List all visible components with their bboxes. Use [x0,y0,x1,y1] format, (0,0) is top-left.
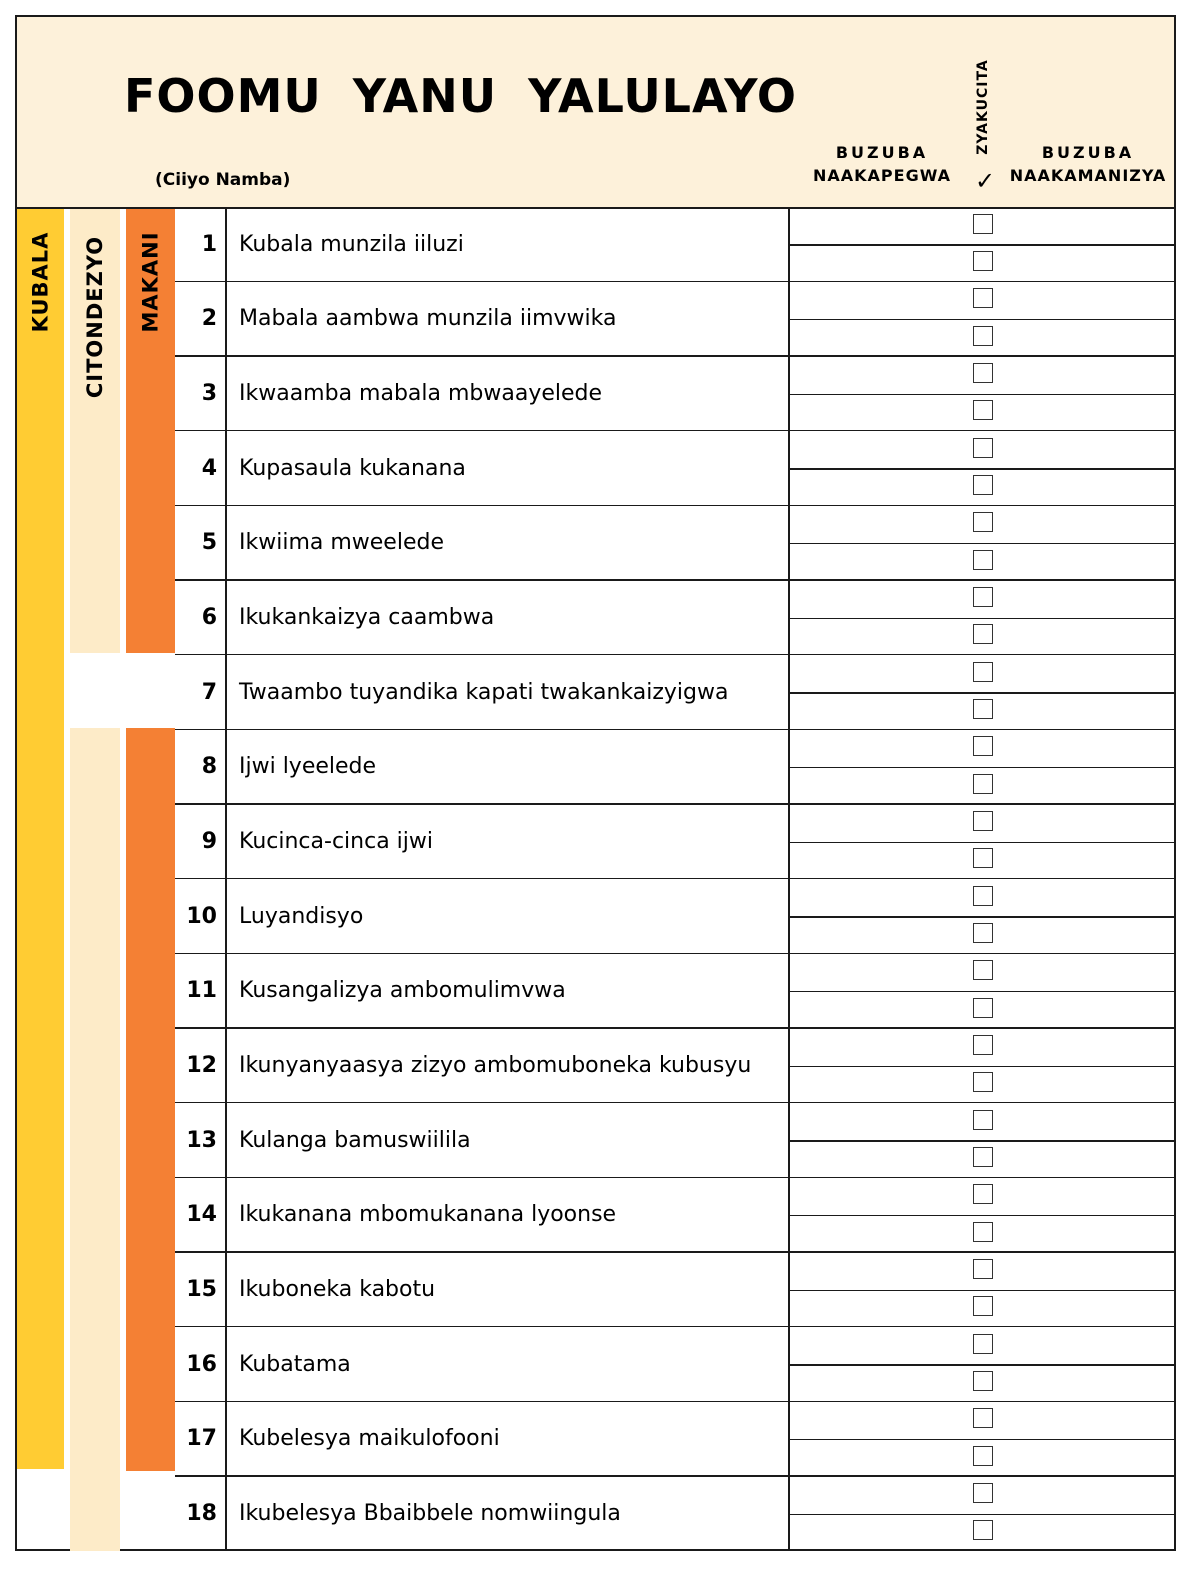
check-box-completed[interactable] [973,1446,993,1466]
check-box-given[interactable] [973,662,993,682]
row-label: Kupasaula kukanana [239,455,466,481]
row-answer-cells [789,655,1176,730]
row-number: 15 [186,1277,217,1303]
column-header-completed-line1: BUZUBA [1041,143,1135,162]
row-mid-line [789,692,1176,694]
row-answer-cells [789,1103,1176,1178]
checklist-row [175,1028,1176,1103]
checklist-row [175,879,1176,954]
row-mid-line [789,244,1176,246]
check-box-completed[interactable] [973,1520,993,1540]
row-number: 8 [201,754,217,780]
row-answer-cells [789,580,1176,655]
counsel-form [15,15,1176,1551]
row-label: Kubala munzila iiluzi [239,231,464,257]
check-box-given[interactable] [973,363,993,383]
row-label: Ikuboneka kabotu [239,1277,436,1303]
row-number: 18 [186,1501,217,1527]
row-number: 9 [201,829,217,855]
row-answer-cells [789,1327,1176,1402]
row-label: Kubelesya maikulofooni [239,1426,500,1452]
number-divider [225,209,227,1551]
checklist-row [175,431,1176,506]
row-answer-cells [789,1252,1176,1327]
row-label: Luyandisyo [239,903,364,929]
check-box-given[interactable] [973,587,993,607]
check-box-completed[interactable] [973,1296,993,1316]
row-mid-line [789,1439,1176,1441]
checklist-row [175,506,1176,581]
row-number: 10 [186,903,217,929]
kubala-label: KUBALA [28,231,53,333]
checklist-row [175,954,1176,1029]
check-box-completed[interactable] [973,923,993,943]
row-mid-line [789,468,1176,470]
checklist-row [175,1178,1176,1253]
form-header [17,17,1174,209]
check-box-given[interactable] [973,1184,993,1204]
row-mid-line [789,991,1176,993]
checklist-row [175,730,1176,805]
row-answer-cells [789,879,1176,954]
row-label: Ikwaamba mabala mbwaayelede [239,381,603,407]
check-box-completed[interactable] [973,998,993,1018]
column-header-given-line2: NAAKAPEGWA [812,166,952,185]
row-mid-line [789,1514,1176,1516]
citondezyo-bar-bottom [70,728,120,1551]
checklist-row [175,282,1176,357]
form-subtitle: (Ciiyo Namba) [155,170,291,190]
check-box-given[interactable] [973,288,993,308]
row-answer-cells [789,1178,1176,1253]
row-answer-cells [789,207,1176,282]
check-box-completed[interactable] [973,624,993,644]
row-mid-line [789,1066,1176,1068]
check-box-completed[interactable] [973,400,993,420]
citondezyo-bar-label-wrap [70,217,120,417]
checklist-row [175,356,1176,431]
row-label: Kucinca-cinca ijwi [239,829,433,855]
column-header-check [971,53,995,161]
row-answer-cells [789,1476,1176,1551]
row-label: Ikukankaizya caambwa [239,605,495,631]
citondezyo-label: CITONDEZYO [83,235,108,399]
check-box-completed[interactable] [973,475,993,495]
row-label: Kusangalizya ambomulimvwa [239,978,566,1004]
check-box-given[interactable] [973,1408,993,1428]
row-mid-line [789,319,1176,321]
check-box-given[interactable] [973,886,993,906]
row-mid-line [789,916,1176,918]
row-answer-cells [789,506,1176,581]
row-label: Twaambo tuyandika kapati twakankaizyigwa [239,679,729,705]
row-mid-line [789,543,1176,545]
row-label: Ikubelesya Bbaibbele nomwiingula [239,1501,621,1527]
check-box-completed[interactable] [973,1371,993,1391]
row-mid-line [789,1364,1176,1366]
makani-bar-bottom [126,728,175,1471]
check-box-given[interactable] [973,811,993,831]
check-box-completed[interactable] [973,848,993,868]
kubala-bar [17,209,64,1469]
row-number: 6 [201,605,217,631]
check-box-given[interactable] [973,512,993,532]
row-number: 14 [186,1202,217,1228]
check-box-given[interactable] [973,960,993,980]
form-title: FOOMU YANU YALULAYO [124,69,797,123]
column-header-completed [1002,141,1174,187]
check-box-given[interactable] [973,736,993,756]
row-number: 17 [186,1426,217,1452]
check-box-given[interactable] [973,214,993,234]
check-box-given[interactable] [973,1483,993,1503]
row-label: Ikunyanyaasya zizyo ambomuboneka kubusyu [239,1053,752,1079]
row-number: 4 [201,455,217,481]
row-number: 13 [186,1127,217,1153]
check-box-completed[interactable] [973,550,993,570]
row-number: 12 [186,1053,217,1079]
answer-divider [788,209,790,1551]
column-header-check-label: ZYAKUCITA [975,59,992,155]
check-box-given[interactable] [973,1259,993,1279]
check-box-completed[interactable] [973,1072,993,1092]
row-answer-cells [789,282,1176,357]
row-answer-cells [789,730,1176,805]
row-number: 2 [201,306,217,332]
row-answer-cells [789,1028,1176,1103]
check-box-completed[interactable] [973,251,993,271]
makani-bar-label-wrap [126,217,175,347]
row-answer-cells [789,431,1176,506]
checkmark-icon: ✓ [975,167,996,195]
row-label: Mabala aambwa munzila iimvwika [239,306,617,332]
makani-label: MAKANI [138,231,163,333]
row-number: 3 [201,381,217,407]
checklist-row [175,1252,1176,1327]
row-number: 5 [201,530,217,556]
checklist-row [175,655,1176,730]
check-box-completed[interactable] [973,1222,993,1242]
row-answer-cells [789,804,1176,879]
kubala-bar-label-wrap [17,217,64,347]
row-answer-cells [789,954,1176,1029]
checklist-row [175,1327,1176,1402]
checklist-rows [175,207,1176,1551]
checklist-row [175,207,1176,282]
row-mid-line [789,394,1176,396]
checklist-row [175,580,1176,655]
check-box-given[interactable] [973,438,993,458]
checklist-row [175,1402,1176,1477]
row-mid-line [789,842,1176,844]
row-answer-cells [789,356,1176,431]
column-header-completed-line2: NAAKAMANIZYA [1009,166,1167,185]
check-box-given[interactable] [973,1110,993,1130]
row-mid-line [789,1290,1176,1292]
column-header-given-line1: BUZUBA [835,143,929,162]
check-box-completed[interactable] [973,1147,993,1167]
column-header-given [802,141,962,187]
row-label: Ikukanana mbomukanana lyoonse [239,1202,617,1228]
checklist-row [175,804,1176,879]
check-box-given[interactable] [973,1334,993,1354]
check-box-given[interactable] [973,1035,993,1055]
checklist-row [175,1476,1176,1551]
row-mid-line [789,1215,1176,1217]
check-box-completed[interactable] [973,699,993,719]
row-label: Kubatama [239,1351,351,1377]
check-box-completed[interactable] [973,774,993,794]
row-label: Ijwi lyeelede [239,754,377,780]
row-number: 11 [186,978,217,1004]
row-label: Kulanga bamuswiilila [239,1127,471,1153]
row-mid-line [789,1140,1176,1142]
row-mid-line [789,618,1176,620]
row-number: 7 [201,679,217,705]
row-label: Ikwiima mweelede [239,530,444,556]
row-answer-cells [789,1402,1176,1477]
checklist-row [175,1103,1176,1178]
check-box-completed[interactable] [973,326,993,346]
row-number: 1 [201,231,217,257]
row-mid-line [789,767,1176,769]
row-number: 16 [186,1351,217,1377]
